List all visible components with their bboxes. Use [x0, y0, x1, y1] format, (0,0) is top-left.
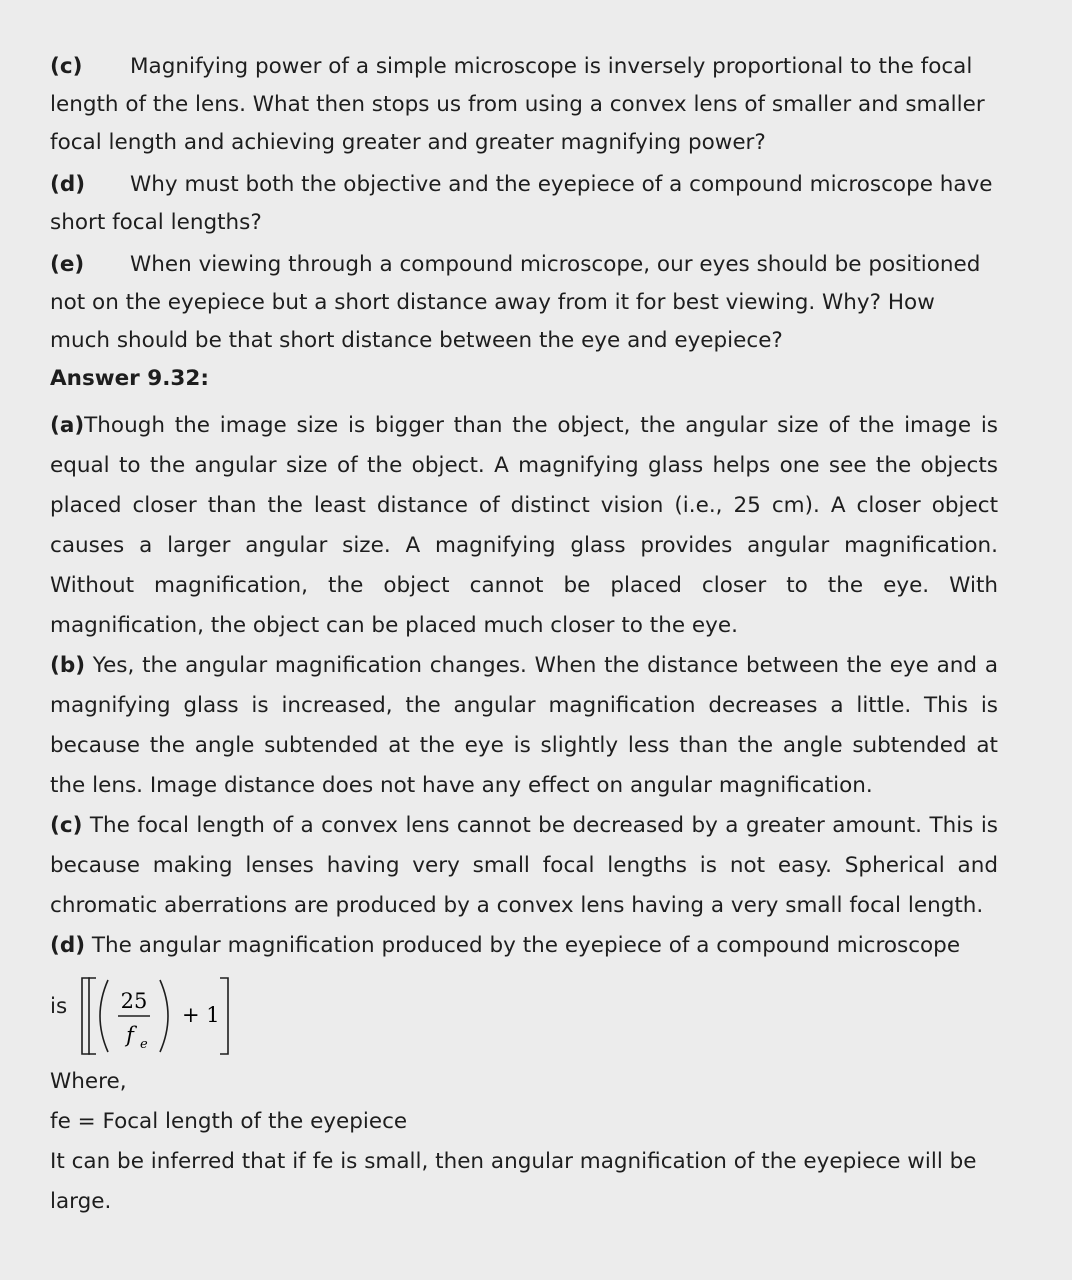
magnification-formula [50, 970, 998, 1062]
formula-numerator: 25 [120, 989, 148, 1013]
answer-label: (c) [50, 813, 83, 838]
inner-left-bracket [89, 978, 96, 1054]
where-line: Where, [50, 1069, 127, 1094]
answer-a [50, 406, 998, 646]
right-bracket [220, 978, 228, 1054]
question-label: (e) [50, 252, 85, 277]
question-label: (c) [50, 54, 83, 79]
question-c [50, 48, 998, 162]
answer-b [50, 646, 998, 806]
question-text: Why must both the objective and the eyepiece of a compound microscope have short focal lengths? [50, 172, 993, 235]
answer-label: (d) [50, 933, 86, 958]
answer-label: (b) [50, 653, 86, 678]
answer-heading: Answer 9.32: [50, 366, 209, 391]
right-paren [160, 980, 168, 1052]
answer-text: Though the image size is bigger than the object, the angular size of the image is equal to the angular size of the object. A magnifying glass helps one see the objects placed closer than the least distance of distinct vision (i.e., 25 cm). A closer object causes a larger angular size. A magnifying glass provides angular magnification. Without magnification, the object cannot be placed closer to the eye. With magnification, the object can be placed much closer to the eye. [50, 413, 998, 638]
document-page [50, 48, 998, 1222]
question-text: Magnifying power of a simple microscope is inversely proportional to the focal length of the lens. What then stops us from using a convex lens of smaller and smaller focal length and achieving greater and greater magnifying power? [50, 54, 985, 155]
definition-line: fe = Focal length of the eyepiece [50, 1109, 408, 1134]
formula-subscript: e [140, 1037, 148, 1052]
formula-is-word: is [50, 994, 68, 1019]
question-text: When viewing through a compound microscope, our eyes should be positioned not on the eyepiece but a short distance away from it for best viewing. Why? How much should be that short distance between the eye and eyepiece? [50, 252, 981, 353]
question-label: (d) [50, 172, 86, 197]
answer-d [50, 926, 998, 966]
formula-denominator: f [126, 1023, 134, 1047]
formula-plus-one: + 1 [182, 1003, 220, 1027]
conclusion-line: It can be inferred that if fe is small, then angular magnification of the eyepiece will be large. [50, 1149, 977, 1214]
question-e [50, 246, 998, 360]
question-d [50, 166, 998, 242]
answer-text: Yes, the angular magnification changes. When the distance between the eye and a magnifying glass is increased, the angular magnification decreases a little. This is because the angle subtended at the eye is slightly less than the angle subtended at the lens. Image distance does not have any effect on angular magnification. [50, 653, 998, 798]
left-paren [100, 980, 108, 1052]
answer-label: (a) [50, 413, 85, 438]
answer-c [50, 806, 998, 926]
formula-expression [78, 970, 268, 1062]
answer-text: The angular magnification produced by the eyepiece of a compound microscope [85, 933, 961, 958]
answer-text: The focal length of a convex lens cannot be decreased by a greater amount. This is because making lenses having very small focal lengths is not easy. Spherical and chromatic aberrations are produced by a convex lens having a very small focal length. [50, 813, 998, 918]
